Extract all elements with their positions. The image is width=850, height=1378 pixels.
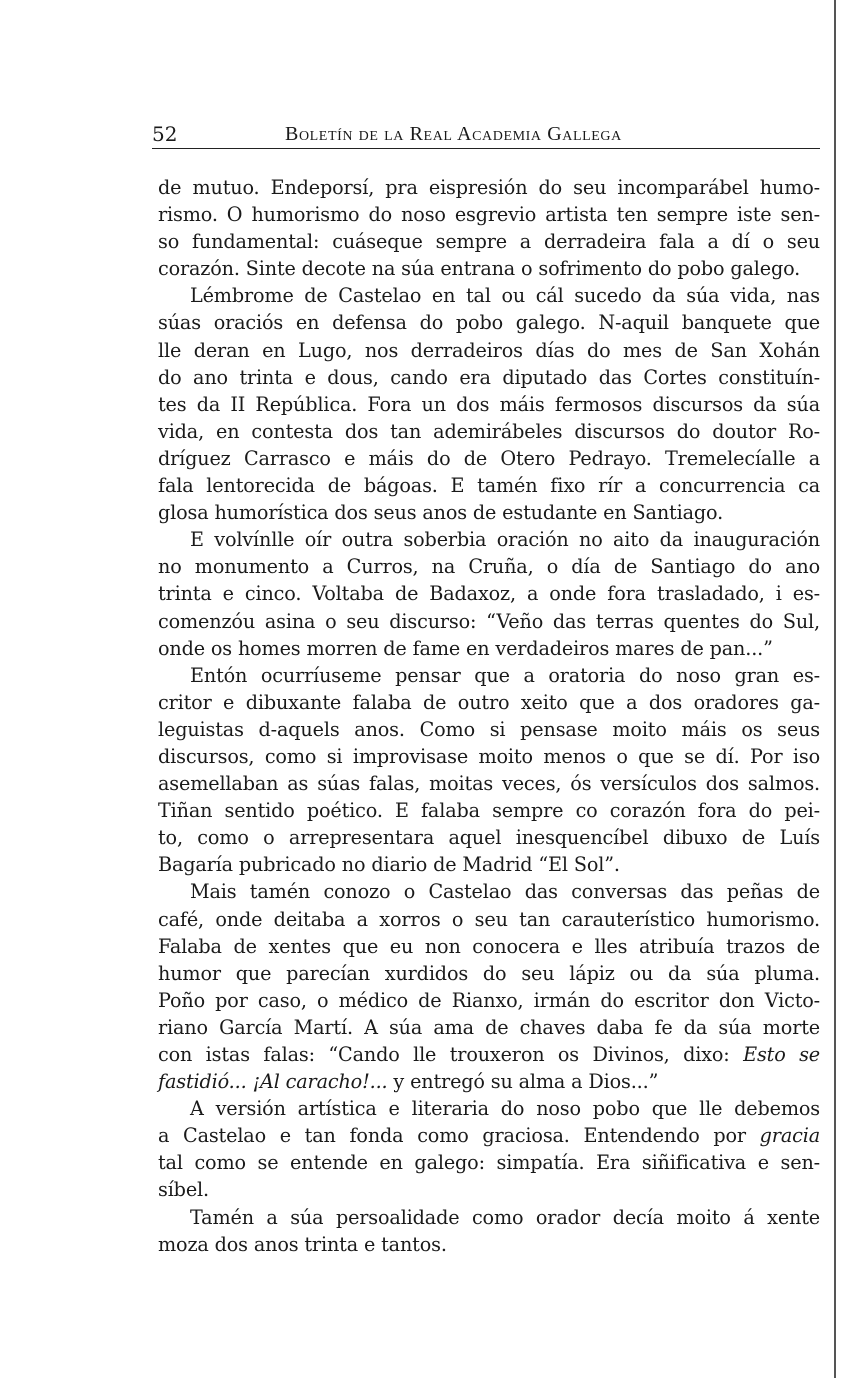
body-text [158, 174, 820, 1258]
text-line: glosa humorística dos seus anos de estudante en Santiago. [158, 501, 724, 525]
text-line: tal como se entende en galego: simpatía. Era siñificativa e sen- [158, 1151, 820, 1175]
scan-edge-line [834, 0, 836, 1378]
text-line: Poño por caso, o médico de Rianxo, irmán do escritor don Victo- [158, 988, 820, 1012]
text-line: Tiñan sentido poético. E falaba sempre co corazón fora do pei- [158, 799, 820, 823]
paragraph [158, 526, 820, 661]
text-line: no monumento a Curros, na Cruña, o día de Santiago do ano [158, 555, 820, 579]
text-line: do ano trinta e dous, cando era diputado das Cortes constituín- [158, 365, 820, 389]
text-line: moza dos anos trinta e tantos. [158, 1232, 447, 1256]
text-line: leguistas d-aquels anos. Como si pensase moito máis os seus [158, 717, 820, 741]
text-line: con istas falas: “Cando lle trouxeron os Divinos, dixo: Esto se [158, 1043, 820, 1066]
text-line: Bagaría pubricado no diario de Madrid “El Sol”. [158, 853, 620, 877]
text-line: humor que parecían xurdidos do seu lápiz ou da súa pluma. [158, 961, 820, 985]
paragraph [158, 282, 820, 526]
text-line: fastidió... ¡Al caracho!... y entregó su alma a Dios...” [158, 1070, 659, 1094]
italic-phrase: fastidió... ¡Al caracho!... [158, 1070, 388, 1094]
text-line: asemellaban as súas falas, moitas veces, ós versículos dos salmos. [158, 772, 820, 796]
text-line: síbel. [158, 1178, 209, 1202]
text-line: corazón. Sinte decote na súa entrana o sofrimento do pobo galego. [158, 257, 801, 281]
text-line: critor e dibuxante falaba de outro xeito que a dos oradores ga- [158, 690, 820, 714]
text-line: café, onde deitaba a xorros o seu tan carauterístico humorismo. [158, 907, 820, 931]
text-line: lle deran en Lugo, nos derradeiros días do mes de San Xohán [158, 338, 820, 362]
paragraph [158, 662, 820, 879]
text-line: fala lentorecida de bágoas. E tamén fixo rír a concurrencia ca [158, 474, 820, 498]
text-line: to, como o arrepresentara aquel inesquencíbel dibuxo de Luís [158, 826, 820, 850]
text-line: E volvínlle oír outra soberbia oración no aito da inauguración [190, 528, 820, 552]
text-line: onde os homes morren de fame en verdadeiros mares de pan...” [158, 636, 773, 660]
page-number: 52 [152, 122, 178, 146]
text-line: Entón ocurríuseme pensar que a oratoria do noso gran es- [190, 663, 820, 687]
italic-phrase: gracia [759, 1124, 820, 1148]
text-line: de mutuo. Endeporsí, pra eispresión do seu incomparábel humo- [158, 176, 820, 199]
scan-edge [820, 0, 850, 1378]
text-line: vida, en contesta dos tan ademirábeles discursos do doutor Ro- [158, 419, 820, 443]
paragraph [158, 878, 820, 1095]
text-line: a Castelao e tan fonda como graciosa. Entendendo por gracia [158, 1124, 820, 1148]
paragraph [158, 174, 820, 282]
running-title: Boletín de la Real Academia Gallega [285, 123, 622, 145]
text-line: Mais tamén conozo o Castelao das conversas das peñas de [190, 880, 820, 904]
italic-phrase: Esto se [743, 1043, 820, 1066]
text-line: comenzóu asina o seu discurso: “Veño das terras quentes do Sul, [158, 609, 820, 633]
text-line: dríguez Carrasco e máis do de Otero Pedrayo. Tremelecíalle a [158, 446, 820, 470]
text-line: súas oraciós en defensa do pobo galego. N-aquil banquete que [158, 311, 820, 335]
text-line: so fundamental: cuáseque sempre a derradeira fala a dí o seu [158, 230, 820, 254]
text-line: Falaba de xentes que eu non conocera e lles atribuía trazos de [158, 934, 820, 958]
paragraph [158, 1204, 820, 1258]
text-line: tes da II República. Fora un dos máis fermosos discursos da súa [158, 392, 820, 416]
text-line: trinta e cinco. Voltaba de Badaxoz, a onde fora trasladado, i es- [158, 582, 820, 606]
text-line: discursos, como si improvisase moito menos o que se dí. Por iso [158, 744, 820, 768]
page-header [152, 118, 820, 149]
paragraph [158, 1095, 820, 1203]
text-line: A versión artística e literaria do noso pobo que lle debemos [190, 1097, 820, 1121]
text-line: riano García Martí. A súa ama de chaves daba fe da súa morte [158, 1015, 820, 1039]
text-line: Lémbrome de Castelao en tal ou cál sucedo da súa vida, nas [190, 284, 820, 308]
text-line: rismo. O humorismo do noso esgrevio artista ten sempre iste sen- [158, 203, 820, 227]
text-line: Tamén a súa persoalidade como orador decía moito á xente [190, 1205, 820, 1229]
